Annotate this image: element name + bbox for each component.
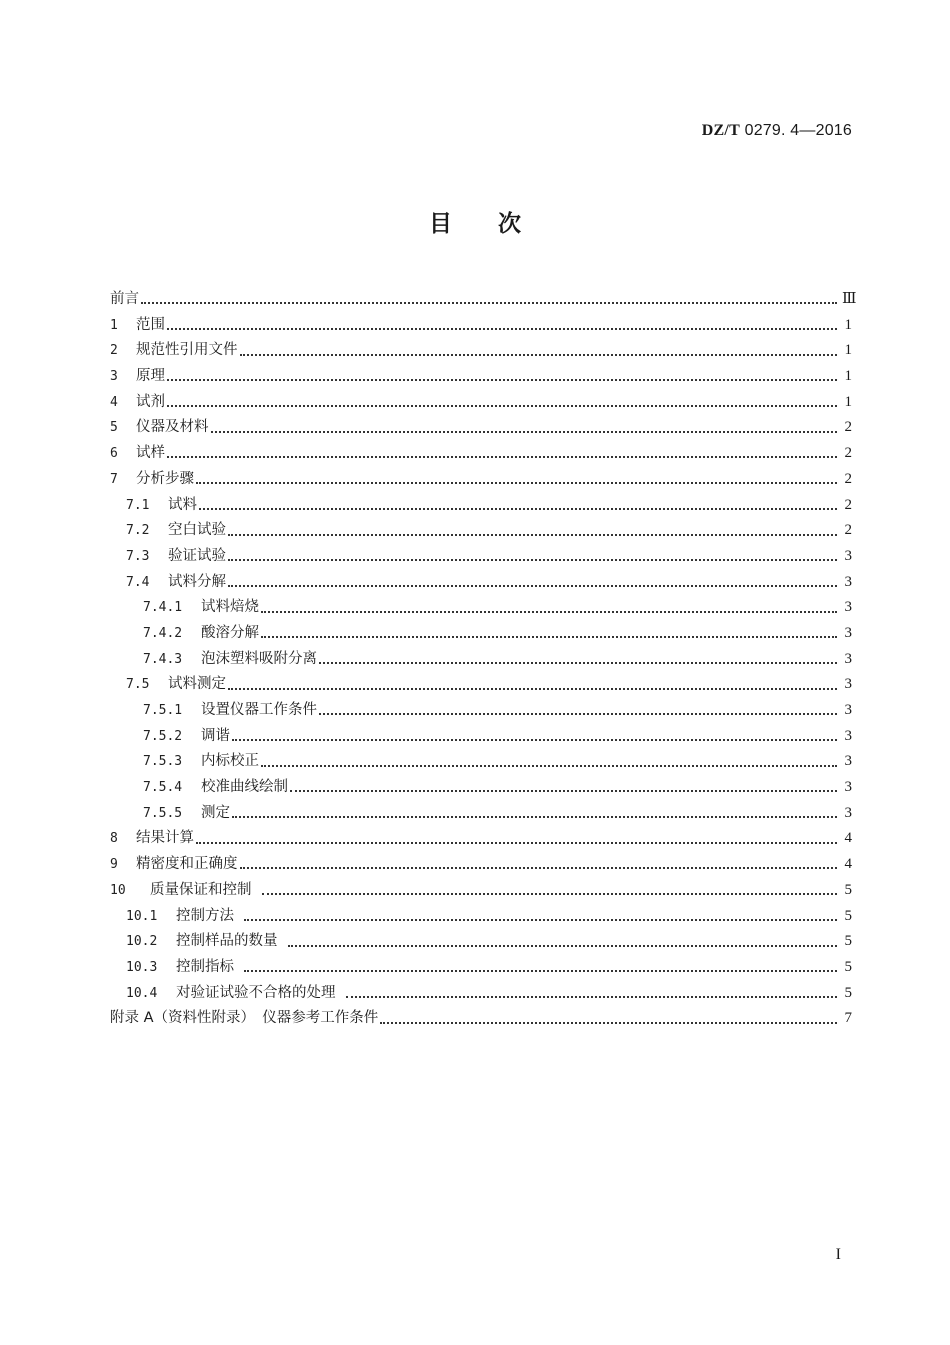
toc-page: 2 bbox=[844, 522, 852, 539]
toc-number: 7.5.3 bbox=[143, 754, 183, 770]
standard-code bbox=[702, 122, 852, 140]
toc-number: 7.5.4 bbox=[143, 780, 183, 796]
toc-label: 精密度和正确度 bbox=[136, 856, 238, 873]
toc-entry-7-4-1[interactable] bbox=[110, 595, 852, 621]
toc-label: 内标校正 bbox=[201, 753, 259, 770]
dot-leader bbox=[196, 841, 837, 844]
toc-number: 7.5.2 bbox=[143, 728, 183, 744]
toc-label: 试料分解 bbox=[168, 573, 226, 590]
dot-leader bbox=[261, 764, 837, 767]
toc-number: 7.1 bbox=[126, 497, 150, 513]
toc-entry-1[interactable] bbox=[110, 313, 852, 339]
toc-number: 3 bbox=[110, 369, 118, 385]
dot-leader bbox=[232, 738, 837, 741]
toc-entry-7-5[interactable] bbox=[110, 672, 852, 698]
toc-number: 1 bbox=[110, 317, 118, 333]
toc-label: 原理 bbox=[136, 368, 165, 385]
toc-number: 10 bbox=[110, 882, 126, 898]
toc-entry-10[interactable] bbox=[110, 878, 852, 904]
toc-entry-7[interactable] bbox=[110, 467, 852, 493]
dot-leader bbox=[240, 866, 838, 869]
dot-leader bbox=[346, 995, 838, 998]
toc-label: 范围 bbox=[136, 316, 165, 333]
toc-number: 9 bbox=[110, 857, 118, 873]
toc-label: 酸溶分解 bbox=[201, 624, 259, 641]
toc-page: 5 bbox=[844, 881, 852, 898]
toc-number: 10.4 bbox=[126, 985, 158, 1001]
dot-leader bbox=[228, 687, 837, 690]
dot-leader bbox=[167, 404, 837, 407]
toc-label: 规范性引用文件 bbox=[136, 342, 238, 359]
toc-number: 7.5.5 bbox=[143, 805, 183, 821]
dot-leader bbox=[319, 712, 837, 715]
toc-entry-10-1[interactable] bbox=[110, 904, 852, 930]
toc-label: 试料 bbox=[168, 496, 197, 513]
toc-page: 2 bbox=[844, 419, 852, 436]
toc-page: 1 bbox=[844, 368, 852, 385]
dot-leader bbox=[211, 430, 838, 433]
toc-entry-appendix-a[interactable] bbox=[110, 1006, 852, 1032]
table-of-contents bbox=[110, 287, 857, 1032]
toc-label: 试剂 bbox=[136, 393, 165, 410]
dot-leader bbox=[167, 455, 837, 458]
toc-entry-3[interactable] bbox=[110, 364, 852, 390]
toc-page: 3 bbox=[844, 727, 852, 744]
toc-page: 5 bbox=[844, 907, 852, 924]
toc-entry-5[interactable] bbox=[110, 415, 852, 441]
toc-page: 3 bbox=[844, 650, 852, 667]
dot-leader bbox=[228, 533, 837, 536]
dot-leader bbox=[380, 1021, 837, 1024]
toc-page: 5 bbox=[844, 958, 852, 975]
toc-entry-9[interactable] bbox=[110, 852, 852, 878]
toc-entry-10-2[interactable] bbox=[110, 929, 852, 955]
toc-number: 2 bbox=[110, 343, 118, 359]
toc-entry-4[interactable] bbox=[110, 390, 852, 416]
toc-page: 1 bbox=[844, 316, 852, 333]
toc-page: 3 bbox=[844, 573, 852, 590]
toc-entry-8[interactable] bbox=[110, 826, 852, 852]
toc-page: 2 bbox=[844, 470, 852, 487]
toc-number: 8 bbox=[110, 831, 118, 847]
toc-number: 7.5.1 bbox=[143, 703, 183, 718]
toc-page: 4 bbox=[844, 856, 852, 873]
toc-entry-10-3[interactable] bbox=[110, 955, 852, 981]
toc-page: 4 bbox=[844, 830, 852, 847]
toc-entry-7-1[interactable] bbox=[110, 493, 852, 519]
toc-page: 2 bbox=[844, 445, 852, 462]
toc-label: 测定 bbox=[201, 804, 230, 821]
toc-label: 控制指标 bbox=[176, 958, 234, 975]
dot-leader bbox=[232, 815, 837, 818]
dot-leader bbox=[199, 507, 837, 510]
page-number: I bbox=[835, 1246, 841, 1263]
dot-leader bbox=[262, 892, 838, 895]
toc-page: 5 bbox=[844, 984, 852, 1001]
dot-leader bbox=[288, 944, 838, 947]
toc-page: 3 bbox=[844, 804, 852, 821]
toc-label: 试样 bbox=[136, 445, 165, 462]
dot-leader bbox=[240, 353, 838, 356]
toc-label: 对验证试验不合格的处理 bbox=[176, 984, 336, 1001]
toc-page: 3 bbox=[844, 624, 852, 641]
toc-label: 控制样品的数量 bbox=[176, 933, 278, 950]
toc-entry-7-4[interactable] bbox=[110, 570, 852, 596]
toc-label: 设置仪器工作条件 bbox=[201, 702, 317, 718]
toc-entry-7-5-4[interactable] bbox=[110, 775, 852, 801]
toc-label: 验证试验 bbox=[168, 547, 226, 564]
toc-number: 7.4 bbox=[126, 574, 150, 590]
toc-number: 5 bbox=[110, 420, 118, 436]
toc-label: 校准曲线绘制 bbox=[201, 779, 288, 796]
toc-label: 附录 A（资料性附录） 仪器参考工作条件 bbox=[110, 1010, 379, 1027]
toc-number: 7 bbox=[110, 471, 118, 487]
toc-number: 7.5 bbox=[126, 677, 150, 693]
toc-number: 6 bbox=[110, 446, 118, 462]
dot-leader bbox=[261, 610, 837, 613]
page-title: 目次 bbox=[429, 211, 567, 237]
toc-number: 10.2 bbox=[126, 934, 158, 950]
dot-leader bbox=[228, 584, 837, 587]
toc-entry-7-3[interactable] bbox=[110, 544, 852, 570]
toc-page: 1 bbox=[844, 342, 852, 359]
toc-label: 仪器及材料 bbox=[136, 419, 209, 436]
dot-leader bbox=[244, 969, 837, 972]
standard-prefix: DZ/T bbox=[701, 122, 740, 139]
toc-entry-foreword[interactable] bbox=[110, 287, 857, 313]
toc-label: 试料焙烧 bbox=[201, 599, 259, 616]
toc-number: 10.1 bbox=[126, 908, 158, 924]
toc-number: 7.3 bbox=[126, 548, 150, 564]
toc-entry-10-4[interactable] bbox=[110, 981, 852, 1007]
toc-page: 3 bbox=[844, 753, 852, 770]
standard-number: 0279. 4—2016 bbox=[744, 122, 852, 139]
toc-page: 7 bbox=[844, 1010, 852, 1027]
toc-label: 调谐 bbox=[201, 727, 230, 744]
toc-number: 7.4.3 bbox=[143, 651, 183, 667]
toc-page: 2 bbox=[844, 496, 852, 513]
toc-number: 10.3 bbox=[126, 959, 158, 975]
toc-entry-7-2[interactable] bbox=[110, 518, 852, 544]
toc-label: 分析步骤 bbox=[136, 470, 194, 487]
toc-label: 泡沫塑料吸附分离 bbox=[201, 650, 317, 667]
toc-entry-7-5-2[interactable] bbox=[110, 724, 852, 750]
toc-page: 5 bbox=[844, 933, 852, 950]
toc-entry-7-5-1[interactable] bbox=[110, 698, 852, 724]
toc-number: 7.4.2 bbox=[143, 625, 183, 641]
toc-label: 空白试验 bbox=[168, 522, 226, 539]
toc-entry-2[interactable] bbox=[110, 338, 852, 364]
toc-label: 前言 bbox=[110, 291, 139, 307]
toc-label: 试料测定 bbox=[168, 676, 226, 693]
dot-leader bbox=[261, 635, 837, 638]
toc-page: 3 bbox=[844, 547, 852, 564]
toc-page: Ⅲ bbox=[842, 291, 857, 307]
dot-leader bbox=[196, 481, 837, 484]
toc-entry-6[interactable] bbox=[110, 441, 852, 467]
dot-leader bbox=[244, 918, 837, 921]
toc-label: 控制方法 bbox=[176, 907, 234, 924]
toc-number: 7.2 bbox=[126, 523, 150, 539]
toc-page: 3 bbox=[844, 779, 852, 796]
dot-leader bbox=[290, 789, 837, 792]
toc-entry-7-4-3[interactable] bbox=[110, 647, 852, 673]
dot-leader bbox=[167, 327, 837, 330]
dot-leader bbox=[228, 558, 837, 561]
toc-label: 结果计算 bbox=[136, 830, 194, 847]
toc-number: 7.4.1 bbox=[143, 600, 183, 616]
dot-leader bbox=[167, 378, 837, 381]
toc-page: 3 bbox=[844, 599, 852, 616]
toc-entry-7-5-3[interactable] bbox=[110, 749, 852, 775]
dot-leader bbox=[319, 661, 837, 664]
toc-page: 3 bbox=[844, 702, 852, 718]
toc-page: 3 bbox=[844, 676, 852, 693]
toc-number: 4 bbox=[110, 394, 118, 410]
dot-leader bbox=[141, 301, 837, 304]
toc-entry-7-5-5[interactable] bbox=[110, 801, 852, 827]
toc-page: 1 bbox=[844, 393, 852, 410]
toc-label: 质量保证和控制 bbox=[150, 881, 252, 898]
toc-entry-7-4-2[interactable] bbox=[110, 621, 852, 647]
